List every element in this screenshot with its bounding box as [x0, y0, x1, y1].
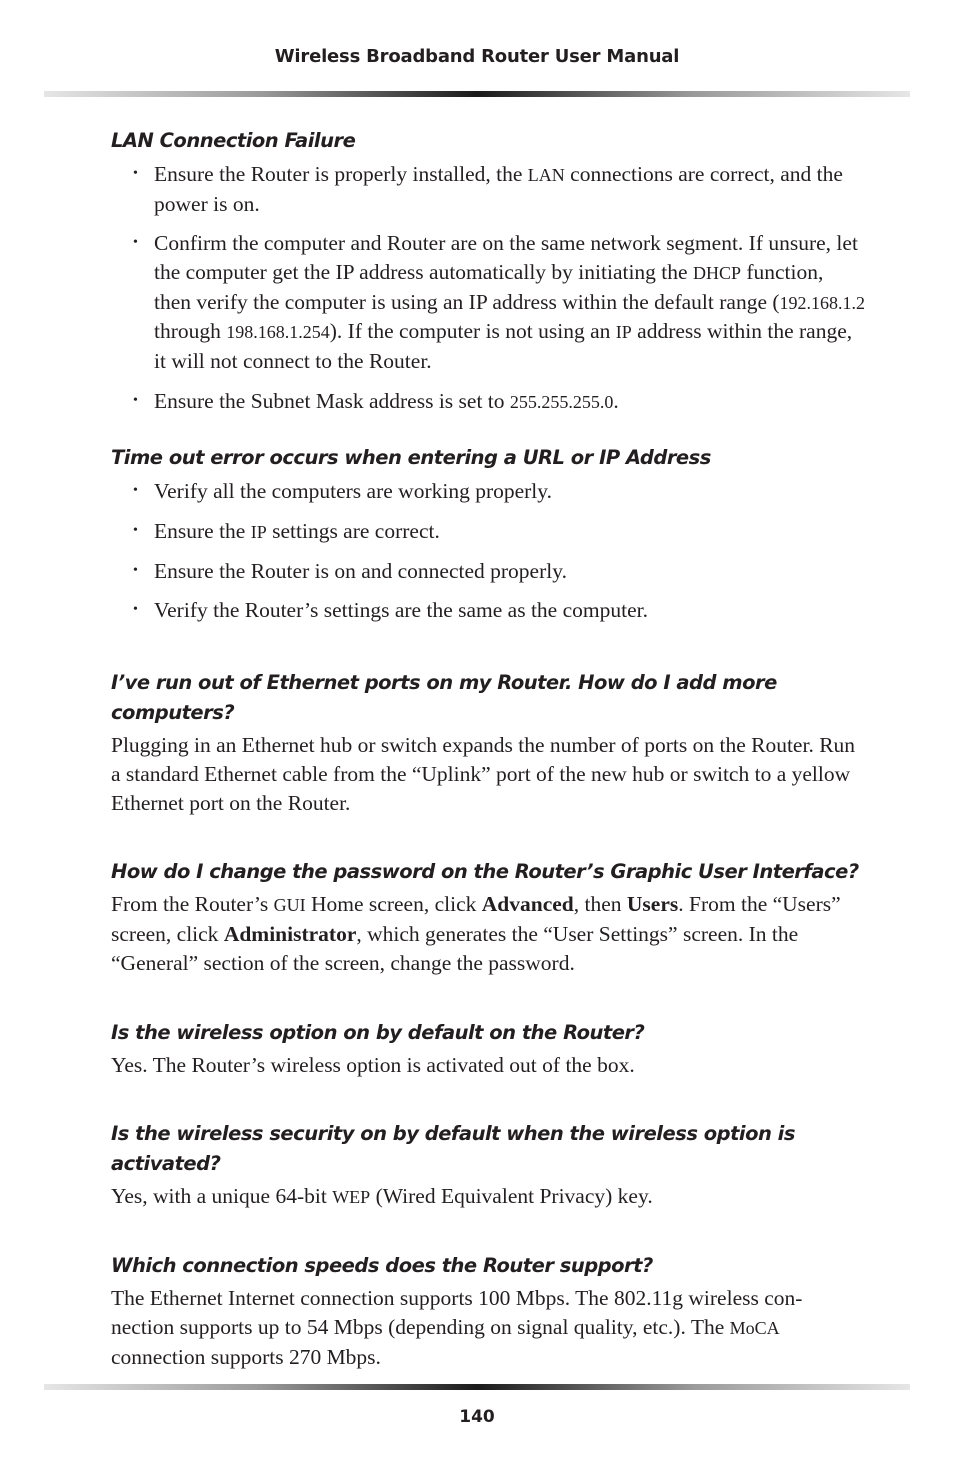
- bullet-list: [111, 160, 865, 416]
- section-heading: Time out error occurs when entering a URL or IP Address: [111, 446, 711, 470]
- section-timeout-error: [111, 443, 865, 625]
- section-heading: LAN Connection Failure: [111, 129, 356, 152]
- section-lan-connection-failure: [111, 126, 865, 416]
- section-body: Yes, with a unique 64-bit WEP (Wired Equivalent Privacy) key.: [111, 1183, 653, 1208]
- footer-divider: [44, 1384, 910, 1390]
- bullet-item: • Confirm the computer and Router are on the same network segment. If unsure, let the computer get the IP address automatically by initiating the DHCP function, then verify the computer is using an IP address within the default range (192.168.1.2 through 198.168.1.254). If the computer is not using an IP address within the range, it will not connect to the Router.: [111, 229, 865, 376]
- page-header-title: Wireless Broadband Router User Manual: [274, 46, 680, 67]
- bullet-item: • Ensure the Router is on and connected properly.: [111, 557, 865, 586]
- section-connection-speeds: [111, 1251, 865, 1371]
- section-heading: Is the wireless option on by default on the Router?: [111, 1020, 645, 1044]
- bullet-item: • Ensure the Router is properly installed, the LAN connections are correct, and the power is on.: [111, 160, 865, 219]
- section-heading: Is the wireless security on by default when the wireless option is activated?: [111, 1121, 795, 1175]
- page-content: [111, 126, 865, 1372]
- section-ethernet-ports: [111, 668, 865, 817]
- page-number: 140: [459, 1407, 495, 1427]
- section-body: Plugging in an Ethernet hub or switch expands the number of ports on the Router. Run a standard Ethernet cable from the “Uplink” port of the new hub or switch to a yellow Ethernet port on the Router.: [111, 733, 856, 815]
- section-body: Yes. The Router’s wireless option is activated out of the box.: [111, 1052, 635, 1077]
- header-divider: [44, 91, 910, 97]
- bullet-item: • Ensure the Subnet Mask address is set to 255.255.255.0.: [111, 387, 865, 417]
- section-change-password: [111, 857, 865, 977]
- section-heading: How do I change the password on the Router’s Graphic User Interface?: [111, 860, 859, 884]
- section-wireless-default: [111, 1018, 865, 1080]
- bullet-list: [111, 477, 865, 625]
- section-heading: Which connection speeds does the Router support?: [111, 1254, 653, 1278]
- bullet-item: • Verify the Router’s settings are the same as the computer.: [111, 596, 865, 625]
- bullet-item: • Ensure the IP settings are correct.: [111, 517, 865, 547]
- section-body: From the Router’s GUI Home screen, click Advanced, then Users. From the “Users” screen, click Administrator, which generates the “User Settings” screen. In the “General” section of the screen, change the password.: [111, 892, 841, 976]
- section-wireless-security: [111, 1119, 865, 1212]
- section-heading: I’ve run out of Ethernet ports on my Router. How do I add more computers?: [111, 671, 777, 725]
- bullet-item: • Verify all the computers are working properly.: [111, 477, 865, 506]
- section-body: The Ethernet Internet connection supports 100 Mbps. The 802.11g wireless con-nection supports up to 54 Mbps (depending on signal quality, etc.). The MoCA connection supports 270 Mbps.: [111, 1286, 803, 1370]
